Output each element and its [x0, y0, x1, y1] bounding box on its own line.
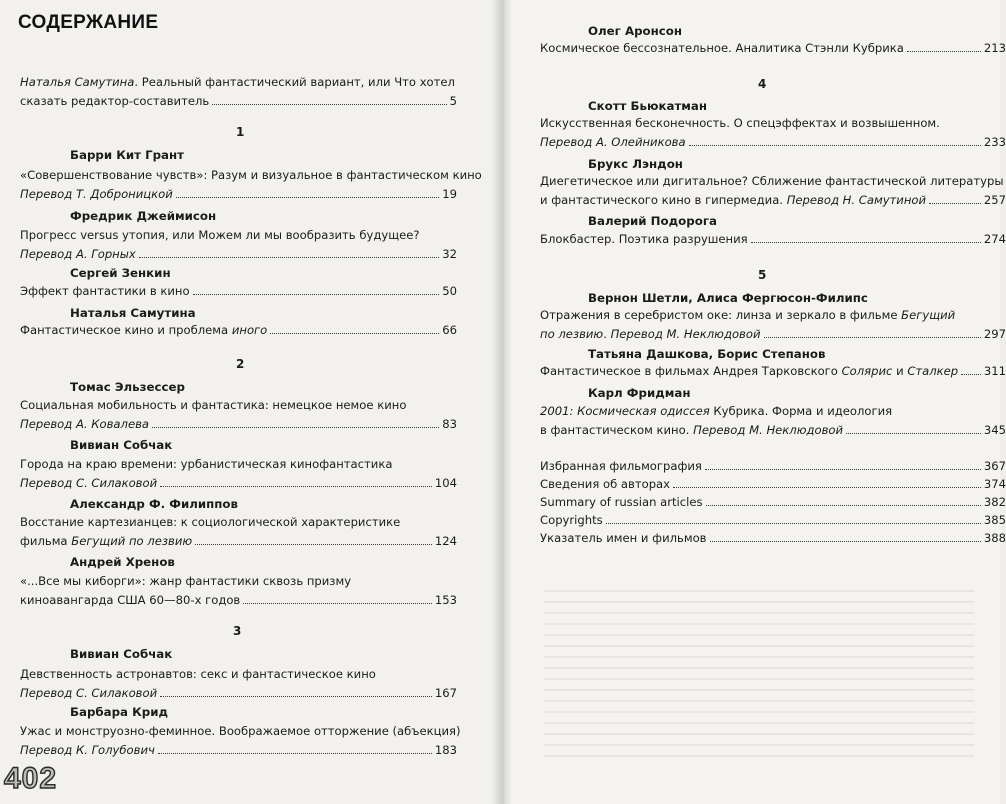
leader-dots	[764, 337, 981, 338]
toc-entry	[540, 402, 1006, 440]
entry-translator: Перевод А. Ковалева	[20, 417, 150, 431]
leader-dots	[606, 523, 981, 524]
entry-title-line2: фильма Бегущий по лезвию	[20, 534, 193, 548]
leader-dots	[710, 541, 981, 542]
entry-title-line2: и фантастического кино в гипермедиа. Перевод Н. Самутиной	[540, 193, 927, 207]
entry-translator: Перевод С. Силаковой	[20, 686, 158, 700]
page-ref: 311	[983, 364, 1006, 378]
leader-dots	[243, 603, 432, 604]
contents-heading: СОДЕРЖАНИЕ	[18, 12, 159, 33]
page-ref: 183	[434, 743, 457, 757]
leader-dots	[846, 433, 981, 434]
intro-title-part: . Реальный фантастический вариант, или Что хотел	[134, 75, 455, 89]
page-ref: 66	[442, 323, 457, 337]
leader-dots	[158, 753, 432, 754]
toc-entry	[540, 114, 1006, 152]
appendix-item: Сведения об авторах 374	[540, 477, 1006, 491]
page-ref: 19	[442, 187, 457, 201]
page-ref: 32	[442, 247, 457, 261]
entry-translator: Перевод А. Олейникова	[540, 135, 686, 149]
leader-dots	[929, 203, 981, 204]
page-ref: 104	[434, 476, 457, 490]
leader-dots	[212, 104, 446, 105]
page-ref: 83	[442, 417, 457, 431]
toc-entry	[20, 226, 457, 264]
entry-title: Девственность астронавтов: секс и фантастическое кино	[20, 667, 376, 681]
entry-title: Блокбастер. Поэтика разрушения	[540, 232, 748, 246]
page-ref: 233	[983, 135, 1006, 149]
toc-entry	[540, 172, 1006, 210]
appendix-item: Избранная фильмография 367	[540, 459, 1006, 473]
leader-dots	[689, 145, 981, 146]
toc-entry	[20, 166, 482, 204]
leader-dots	[270, 333, 439, 334]
leader-dots	[193, 294, 440, 295]
toc-entry	[20, 321, 457, 340]
entry-author: Андрей Хренов	[70, 555, 175, 569]
entry-translator: Перевод С. Силаковой	[20, 476, 158, 490]
page-ref: 213	[983, 41, 1006, 55]
entry-author: Фредрик Джеймисон	[70, 209, 217, 223]
leader-dots	[160, 486, 432, 487]
appendix-item: Copyrights 385	[540, 513, 1006, 527]
entry-author: Наталья Самутина	[70, 306, 196, 320]
entry-author: Скотт Бьюкатман	[588, 99, 708, 113]
leader-dots	[706, 505, 981, 506]
entry-author: Брукс Лэндон	[588, 157, 683, 171]
leader-dots	[673, 487, 981, 488]
page-ref: 167	[434, 686, 457, 700]
appendix-item: Указатель имен и фильмов 388	[540, 531, 1006, 545]
leader-dots	[152, 427, 439, 428]
entry-author: Томас Эльзессер	[70, 380, 185, 394]
intro-title-line2: сказать редактор-составитель	[20, 94, 210, 108]
entry-author: Барри Кит Грант	[70, 148, 184, 162]
entry-author: Барбара Крид	[70, 705, 168, 719]
entry-author: Вивиан Собчак	[70, 647, 173, 661]
entry-title: Искусственная бесконечность. О спецэффектах и возвышенном.	[540, 116, 940, 130]
entry-title: Фантастическое в фильмах Андрея Тарковского Солярис и Сталкер	[540, 364, 959, 378]
section-number-2: 2	[236, 357, 245, 371]
entry-author: Олег Аронсон	[588, 24, 683, 38]
toc-entry	[20, 455, 457, 493]
page-ref: 5	[449, 94, 457, 108]
entry-title: Космическое бессознательное. Аналитика Стэнли Кубрика	[540, 41, 904, 55]
toc-entry	[540, 306, 1006, 344]
page-ref: 153	[434, 593, 457, 607]
entry-title-line2: по лезвию. Перевод М. Неклюдовой	[540, 327, 761, 341]
leader-dots	[961, 374, 981, 375]
entry-title: Фантастическое кино и проблема иного	[20, 323, 268, 337]
toc-entry	[20, 396, 457, 434]
section-number-1: 1	[236, 125, 245, 139]
entry-title: «Совершенствование чувств»: Разум и визуальное в фантастическом кино	[20, 168, 482, 182]
entry-title: Восстание картезианцев: к социологической характеристике	[20, 515, 401, 529]
toc-entry	[20, 513, 457, 551]
section-number-3: 3	[233, 624, 242, 638]
page-ref: 257	[983, 193, 1006, 207]
toc-entry	[20, 282, 457, 301]
section-number-5: 5	[758, 268, 767, 282]
entry-translator: Перевод Т. Доброницкой	[20, 187, 173, 201]
entry-author: Сергей Зенкин	[70, 266, 171, 280]
leader-dots	[139, 257, 439, 258]
right-page	[504, 0, 1006, 804]
entry-author: Вернон Шетли, Алиса Фергюсон-Филипс	[588, 291, 868, 305]
show-through-texture	[544, 590, 974, 760]
appendix-item: Summary of russian articles 382	[540, 495, 1006, 509]
leader-dots	[176, 197, 439, 198]
entry-translator: Перевод А. Горных	[20, 247, 136, 261]
intro-author: Наталья Самутина	[20, 75, 135, 89]
entry-title-line2: в фантастическом кино. Перевод М. Неклюдовой	[540, 423, 844, 437]
entry-title: Социальная мобильность и фантастика: немецкое немое кино	[20, 398, 407, 412]
entry-author: Александр Ф. Филиппов	[70, 497, 238, 511]
book-gutter	[490, 0, 512, 804]
entry-translator: Перевод К. Голубович	[20, 743, 155, 757]
entry-title: Ужас и монструозно-феминное. Воображаемое отторжение (абъекция)	[20, 724, 461, 738]
toc-entry	[20, 722, 461, 760]
leader-dots	[705, 469, 981, 470]
leader-dots	[907, 51, 981, 52]
leader-dots	[751, 242, 981, 243]
toc-appendix	[540, 457, 1006, 547]
entry-title-line2: киноавангарда США 60—80-х годов	[20, 593, 241, 607]
toc-entry	[20, 572, 457, 610]
entry-author: Вивиан Собчак	[70, 438, 173, 452]
toc-entry	[540, 362, 1006, 381]
entry-title: Диегетическое или дигитальное? Сближение фантастической литературы	[540, 174, 1004, 188]
page-ref: 124	[434, 534, 457, 548]
toc-entry	[540, 230, 1006, 249]
page-number: 402	[4, 762, 58, 795]
toc-entry-intro	[20, 73, 457, 111]
entry-title: «...Все мы киборги»: жанр фантастики сквозь призму	[20, 574, 352, 588]
leader-dots	[160, 696, 432, 697]
page-ref: 50	[442, 284, 457, 298]
entry-author: Валерий Подорога	[588, 214, 717, 228]
entry-title: Отражения в серебристом оке: линза и зеркало в фильме Бегущий	[540, 308, 956, 322]
entry-title: Прогресс versus утопия, или Можем ли мы вообразить будущее?	[20, 228, 420, 242]
left-page	[0, 0, 496, 804]
entry-title: 2001: Космическая одиссея Кубрика. Форма и идеология	[540, 404, 893, 418]
entry-author: Татьяна Дашкова, Борис Степанов	[588, 347, 826, 361]
page-ref: 297	[983, 327, 1006, 341]
entry-title: Эффект фантастики в кино	[20, 284, 190, 298]
page-ref: 274	[983, 232, 1006, 246]
toc-entry	[20, 665, 457, 703]
entry-title: Города на краю времени: урбанистическая кинофантастика	[20, 457, 393, 471]
leader-dots	[195, 544, 432, 545]
section-number-4: 4	[758, 77, 767, 91]
page-ref: 345	[983, 423, 1006, 437]
entry-author: Карл Фридман	[588, 386, 691, 400]
toc-entry	[540, 39, 1006, 58]
